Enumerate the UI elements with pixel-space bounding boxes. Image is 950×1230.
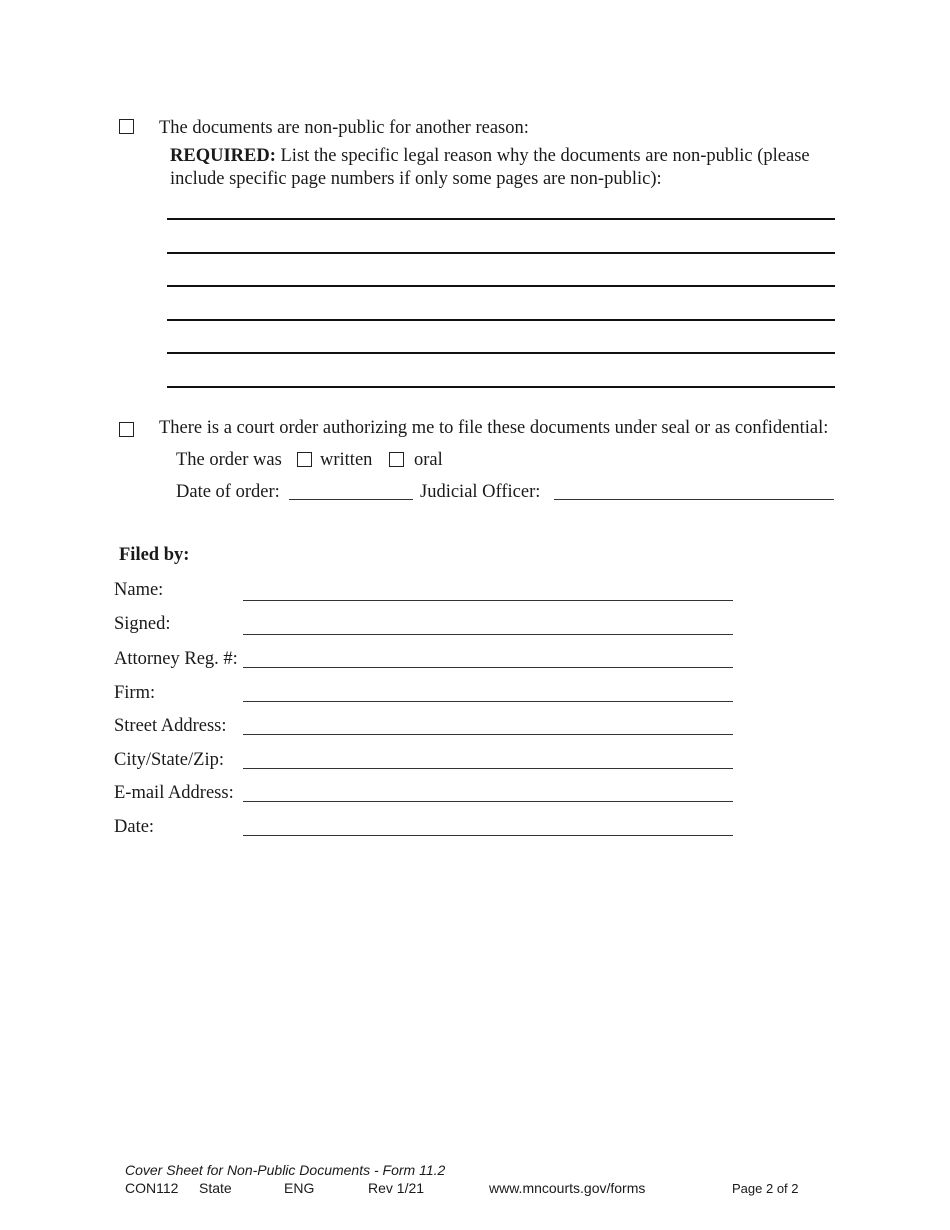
reason-answer-line-3[interactable] xyxy=(167,285,835,287)
required-text: List the specific legal reason why the documents are non-public (please xyxy=(275,146,810,166)
footer-language: ENG xyxy=(284,1180,315,1196)
reason-answer-line-4[interactable] xyxy=(167,319,835,321)
attorney-reg-field[interactable] xyxy=(243,667,733,668)
reason-answer-line-5[interactable] xyxy=(167,352,835,354)
other-reason-checkbox[interactable] xyxy=(119,119,134,134)
city-state-zip-label: City/State/Zip: xyxy=(114,750,224,770)
footer-code: CON112 xyxy=(125,1180,179,1196)
street-address-label: Street Address: xyxy=(114,716,227,736)
firm-field[interactable] xyxy=(243,701,733,702)
footer-jurisdiction: State xyxy=(199,1180,232,1196)
order-was-label: The order was xyxy=(176,450,282,470)
city-state-zip-field[interactable] xyxy=(243,768,733,769)
judicial-officer-label: Judicial Officer: xyxy=(420,482,541,502)
name-label: Name: xyxy=(114,580,164,600)
written-checkbox[interactable] xyxy=(297,452,312,467)
required-label: REQUIRED: xyxy=(170,146,276,166)
footer-website[interactable]: www.mncourts.gov/forms xyxy=(489,1180,646,1196)
email-address-label: E-mail Address: xyxy=(114,783,234,803)
signed-label: Signed: xyxy=(114,614,171,634)
email-address-field[interactable] xyxy=(243,801,733,802)
date-of-order-label: Date of order: xyxy=(176,482,280,502)
date-label: Date: xyxy=(114,817,155,837)
written-label: written xyxy=(320,450,373,470)
attorney-reg-label: Attorney Reg. #: xyxy=(114,649,238,669)
street-address-field[interactable] xyxy=(243,734,733,735)
footer-page-number: Page 2 of 2 xyxy=(732,1181,799,1196)
footer-revision: Rev 1/21 xyxy=(368,1180,425,1196)
date-of-order-field[interactable] xyxy=(289,499,413,500)
filed-by-heading: Filed by: xyxy=(119,545,190,565)
reason-answer-line-6[interactable] xyxy=(167,386,835,388)
required-instruction-line1 xyxy=(170,145,810,167)
name-field[interactable] xyxy=(243,600,733,601)
signed-field[interactable] xyxy=(243,634,733,635)
footer-form-title: Cover Sheet for Non-Public Documents - Form 11.2 xyxy=(125,1162,446,1178)
court-order-label: There is a court order authorizing me to file these documents under seal or as confidential: xyxy=(159,418,829,438)
date-field[interactable] xyxy=(243,835,733,836)
reason-answer-line-1[interactable] xyxy=(167,218,835,220)
other-reason-label: The documents are non-public for another reason: xyxy=(159,118,529,138)
court-order-checkbox[interactable] xyxy=(119,422,134,437)
firm-label: Firm: xyxy=(114,683,156,703)
required-instruction-line2: include specific page numbers if only some pages are non-public): xyxy=(170,169,662,189)
judicial-officer-field[interactable] xyxy=(554,499,834,500)
oral-checkbox[interactable] xyxy=(389,452,404,467)
reason-answer-line-2[interactable] xyxy=(167,252,835,254)
oral-label: oral xyxy=(414,450,443,470)
